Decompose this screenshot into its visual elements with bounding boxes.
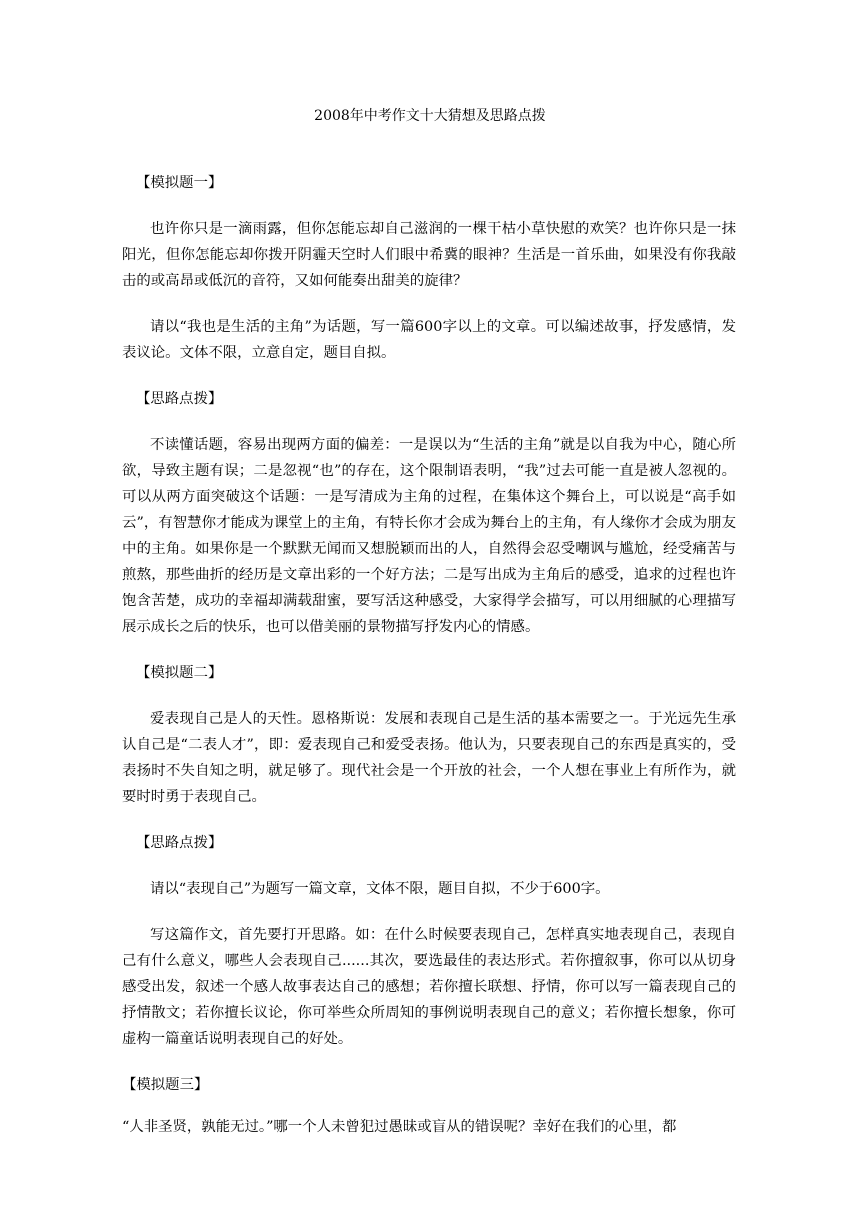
paragraph-mock-2-prompt: 请以“表现自己”为题写一篇文章，文体不限，题目自拟，不少于600字。 xyxy=(150,881,610,897)
paragraph-tips-1: 不读懂话题，容易出现两方面的偏差：一是误以为“生活的主角”就是以自我为中心，随心所欲，导致主题有误；二是忽视“也”的存在，这个限制语表明，“我”过去可能一直是被人忽视的。可以从两方面突破这个话题：一是写清成为主角的过程，在集体这个舞台上，可以说是“高手如云”，有智慧你才能成为课堂上的主角，有特长你才会成为舞台上的主角，有人缘你才会成为朋友中的主角。如果你是一个默默无闻而又想脱颖而出的人，自然得会忍受嘲讽与尴尬，经受痛苦与煎熬，那些曲折的经历是文章出彩的一个好方法；二是写出成为主角后的感受，追求的过程也许饱含苦楚，成功的幸福却满载甜蜜，要写活这种感受，大家得学会描写，可以用细腻的心理描写展示成长之后的快乐，也可以借美丽的景物描写抒发内心的情感。 xyxy=(122,437,736,635)
section-heading-mock-1: 【模拟题一】 xyxy=(136,175,223,191)
paragraph-mock-1-intro: 也许你只是一滴雨露，但你怎能忘却自己滋润的一棵干枯小草快慰的欢笑？也许你只是一抹阳光，但你怎能忘却你拨开阴霾天空时人们眼中希冀的眼神？生活是一首乐曲，如果没有你我敲击的或高昂或低沉的音符，又如何能奏出甜美的旋律？ xyxy=(122,221,736,289)
document-body xyxy=(122,170,736,1140)
section-heading-tips-2: 【思路点拨】 xyxy=(136,835,223,851)
paragraph-mock-3-intro: “人非圣贤，孰能无过。”哪一个人未曾犯过愚昧或盲从的错误呢？幸好在我们的心里，都 xyxy=(122,1119,677,1135)
paragraph-mock-2-intro: 爱表现自己是人的天性。恩格斯说：发展和表现自己是生活的基本需要之一。于光远先生承认自己是“二表人才”，即：爱表现自己和爱受表扬。他认为，只要表现自己的东西是真实的，受表扬时不失自知之明，就足够了。现代社会是一个开放的社会，一个人想在事业上有所作为，就要时时勇于表现自己。 xyxy=(122,711,736,805)
document-title: 2008年中考作文十大猜想及思路点拨 xyxy=(314,108,546,124)
paragraph-mock-1-prompt: 请以“我也是生活的主角”为话题，写一篇600字以上的文章。可以编述故事，抒发感情，发表议论。文体不限，立意自定，题目自拟。 xyxy=(122,319,736,361)
section-heading-tips-1: 【思路点拨】 xyxy=(136,391,223,407)
section-heading-mock-2: 【模拟题二】 xyxy=(136,665,223,681)
paragraph-tips-2: 写这篇作文，首先要打开思路。如：在什么时候要表现自己，怎样真实地表现自己，表现自己有什么意义，哪些人会表现自己......其次，要选最佳的表达形式。若你擅叙事，你可以从切身感受出发，叙述一个感人故事表达自己的感想；若你擅长联想、抒情，你可以写一篇表现自己的抒情散文；若你擅长议论，你可举些众所周知的事例说明表现自己的意义；若你擅长想象，你可虚构一篇童话说明表现自己的好处。 xyxy=(122,927,736,1047)
section-heading-mock-3: 【模拟题三】 xyxy=(122,1077,209,1093)
